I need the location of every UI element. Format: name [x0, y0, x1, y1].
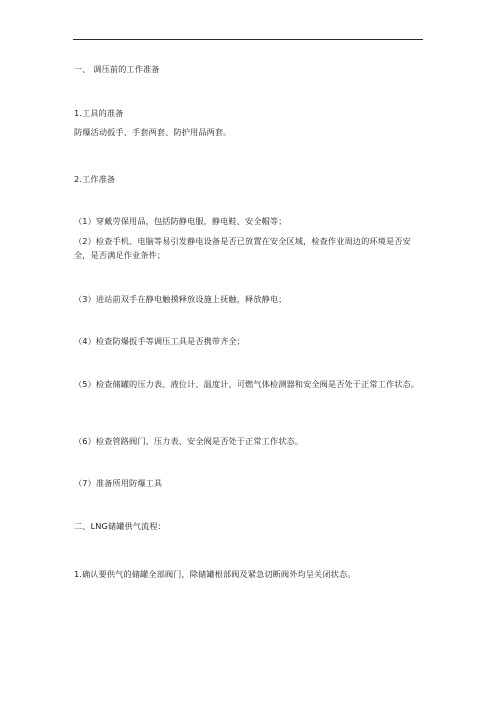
header-rule	[73, 39, 423, 40]
section-2-item-1: 1.确认要供气的储罐全部阀门，除储罐根部阀及紧急切断阀外均呈关闭状态。	[74, 569, 356, 579]
prep-item-1: （1）穿戴劳保用品，包括防静电服，静电鞋、安全帽等；	[74, 216, 287, 226]
work-prep-heading: 2.工作准备	[74, 174, 116, 184]
prep-item-7: （7）准备所用防爆工具	[74, 478, 163, 488]
prep-item-3: （3）进站前双手在静电触摸释放设施上抚触，释放静电；	[74, 294, 287, 304]
prep-item-4: （4）检查防爆扳手等调压工具是否携带齐全；	[74, 336, 246, 346]
tools-heading: 1.工具的准备	[74, 108, 124, 118]
prep-item-5: （5）检查储罐的压力表、液位计、温度计、可燃气体检测器和安全阀是否处于正常工作状态。	[74, 379, 420, 389]
prep-item-2: （2）检查手机、电脑等易引发静电设备是否已放置在安全区域，检查作业周边的环境是否安全，是否满足作业条件；	[74, 236, 411, 260]
prep-item-6: （6）检查管路阀门、压力表、安全阀是否处于正常工作状态。	[74, 436, 304, 446]
tools-text: 防爆活动扳手、手套两套、防护用品两套。	[74, 127, 232, 137]
section-1-heading: 一、 调压前的工作准备	[74, 64, 160, 74]
section-2-heading: 二、LNG储罐供气流程：	[74, 521, 166, 531]
